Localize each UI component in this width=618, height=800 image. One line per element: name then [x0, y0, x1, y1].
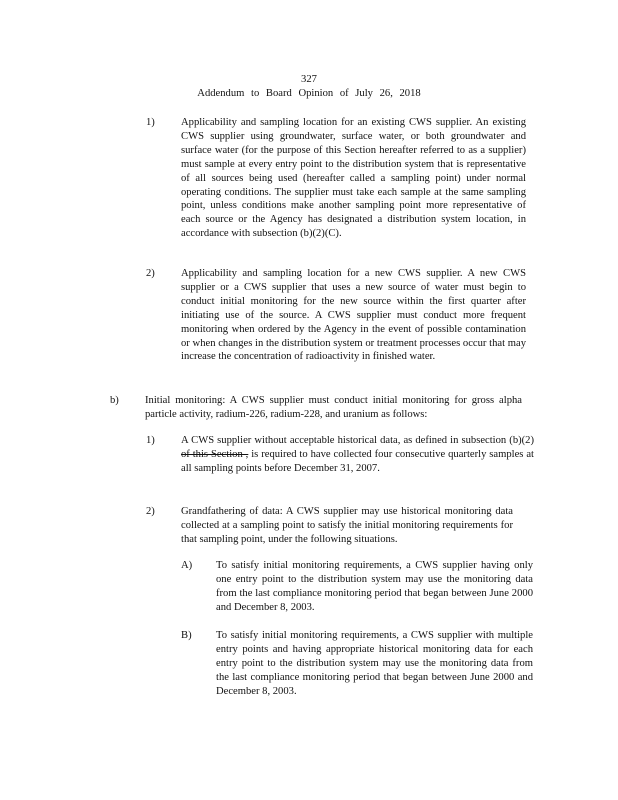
struck-text: of this Section , — [181, 448, 249, 460]
item-text: Grandfathering of data: A CWS supplier may use historical monitoring data collected at a sampling point to satisfy the initial monitoring requirements for that sampling point, under the following situations. — [181, 506, 513, 545]
item-text: Applicability and sampling location for a new CWS supplier. A new CWS supplier or a CWS supplier that uses a new source of water must begin to conduct initial monitoring for the new source within the first quarter after initiating use of the source. A CWS supplier must conduct more frequent monitoring when ordered by the Agency in the event of possible contamination or when changes in the distribution system or treatment processes occur that may increase the concentration of radioactivity in finished water. — [181, 268, 526, 363]
item-text: To satisfy initial monitoring requirements, a CWS supplier having only one entry point to the distribution system may use the monitoring data from the last compliance monitoring period that began between June 2000 and December 8, 2003. — [216, 560, 533, 613]
item-text — [181, 434, 534, 476]
item-number: 2) — [146, 268, 155, 279]
item-number: 2) — [146, 506, 155, 517]
item-text: To satisfy initial monitoring requirements, a CWS supplier with multiple entry points and having appropriate historical monitoring data for each entry point to the distribution system may use the monitoring data from the last compliance monitoring period that began between June 2000 and December 8, 2003. — [216, 630, 533, 697]
item-text-after: is required to have collected four consecutive quarterly samples at all sampling points before December 31, 2007. — [181, 448, 534, 474]
item-number: 1) — [146, 435, 155, 446]
item-text: Initial monitoring: A CWS supplier must conduct initial monitoring for gross alpha particle activity, radium-226, radium-228, and uranium as follows: — [145, 395, 522, 420]
item-number: b) — [110, 395, 119, 406]
item-text-before: A CWS supplier without acceptable historical data, as defined in subsection (b)(2) — [181, 435, 534, 446]
item-number: 1) — [146, 117, 155, 128]
page-number: 327 — [301, 74, 317, 85]
page-header: Addendum to Board Opinion of July 26, 2018 — [197, 88, 421, 99]
item-number: B) — [181, 630, 192, 641]
item-number: A) — [181, 560, 193, 571]
item-text: Applicability and sampling location for an existing CWS supplier. An existing CWS supplier using groundwater, surface water, or both groundwater and surface water (for the purpose of this Section hereafter referred to as a supplier) must sample at every entry point to the distribution system that is representative of all sources being used (hereafter called a sampling point) under normal operating conditions. The supplier must take each sample at the same sampling point, unless conditions make another sampling point more representative of each source or the Agency has designated a distribution system location, in accordance with subsection (b)(2)(C). — [181, 117, 526, 240]
